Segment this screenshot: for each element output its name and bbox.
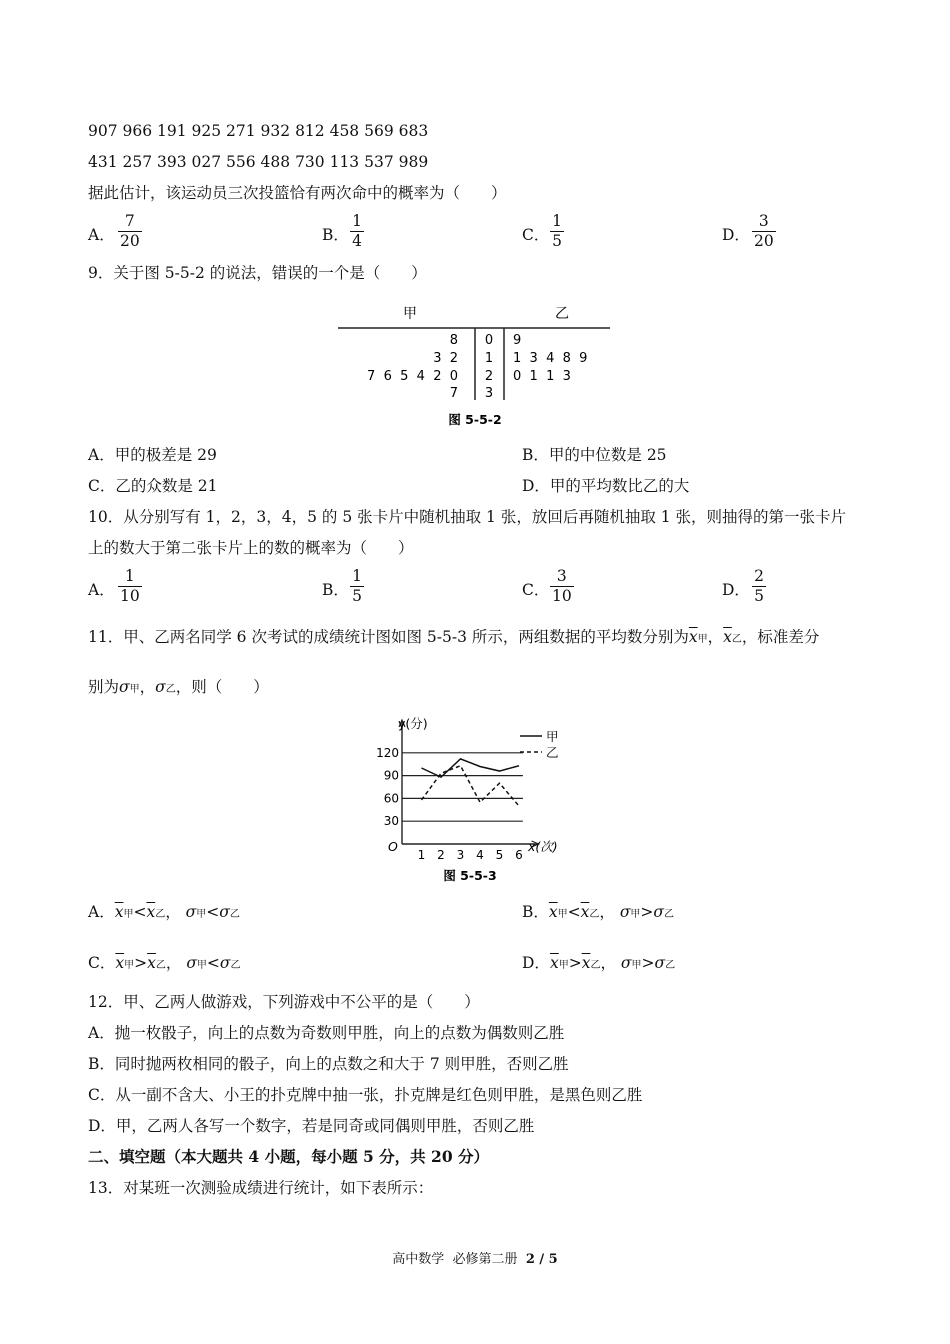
chart-y-tick-60: 60 <box>383 791 399 806</box>
q10-option-d-label: D． <box>722 581 750 599</box>
q11-option-d <box>522 952 675 977</box>
chart-y-tick-120: 120 <box>376 745 399 760</box>
q11-option-xbar: $\overline{x}$ <box>549 954 559 972</box>
q11-option-sub: 甲 <box>196 960 207 971</box>
chart-series-line-1 <box>422 759 520 777</box>
chart-legend-label-1: 甲 <box>546 729 559 744</box>
q11-text-b: ， <box>707 628 724 646</box>
q10-option-d-fraction <box>752 567 766 606</box>
q10-option-c-label: C． <box>522 581 550 599</box>
chart-legend <box>520 729 559 760</box>
q11-option-sub: 甲 <box>124 960 135 971</box>
q8-a-numerator: 7 <box>124 212 135 230</box>
q9-option-d: D．甲的平均数比乙的大 <box>522 477 690 495</box>
footer-page-number: 2 / 5 <box>525 1252 558 1267</box>
q8-option-b-label: B． <box>322 226 349 244</box>
q8-b-numerator: 1 <box>352 212 362 230</box>
chart-y-tick-30: 30 <box>383 814 399 829</box>
q10-stem-line-1: 10．从分别写有 1，2，3，4，5 的 5 张卡片中随机抽取 1 张，放回后再随机抽取 1 张，则抽得的第一张卡片 <box>88 508 847 526</box>
q12-stem: 12．甲、乙两人做游戏，下列游戏中不公平的是（ ） <box>88 993 480 1011</box>
chart-x-tick-5: 5 <box>495 848 504 862</box>
q11-option-std-relation: > <box>640 903 654 921</box>
q11-option-sub: 甲 <box>630 909 641 920</box>
q12-option-b: B．同时抛两枚相同的骰子，向上的点数之和大于 7 则甲胜，否则乙胜 <box>88 1055 569 1073</box>
q9-option-c: C．乙的众数是 21 <box>88 477 218 495</box>
q8-option-a-fraction <box>118 212 142 251</box>
stem-leaf-right-row-1: 9 <box>513 333 522 348</box>
q11-xbar-yi: $\overline{x}$ <box>723 628 732 646</box>
q11-option-mean-relation: > <box>568 954 582 972</box>
q11-option-sub: 甲 <box>123 909 134 920</box>
q9-stem: 9．关于图 5-5-2 的说法，错误的一个是（ ） <box>88 264 427 282</box>
q11-text-a: 11．甲、乙两名同学 6 次考试的成绩统计图如图 5-5-3 所示，两组数据的平均数分别为 <box>88 628 689 646</box>
q11-sigma-sub-yi: 乙 <box>165 684 176 695</box>
q9-option-a: A．甲的极差是 29 <box>88 446 217 464</box>
random-numbers-row-2: 431 257 393 027 556 488 730 113 537 989 <box>88 153 429 171</box>
q8-stem: 据此估计，该运动员三次投篮恰有两次命中的概率为（ ） <box>88 184 507 202</box>
q11-sigma-sub-jia: 甲 <box>129 684 140 695</box>
q11-option-sub: 乙 <box>155 909 166 920</box>
q11-option-std-relation: < <box>206 903 220 921</box>
q11-option-sigma: σ <box>619 903 631 921</box>
q11-option-sub: 甲 <box>196 909 207 920</box>
chart-origin-label: O <box>388 839 398 854</box>
chart-x-tick-4: 4 <box>476 848 484 862</box>
q11-option-mean-relation: > <box>134 954 148 972</box>
q11-option-std-relation: > <box>641 954 655 972</box>
q12-option-a: A．抛一枚骰子，向上的点数为奇数则甲胜，向上的点数为偶数则乙胜 <box>88 1024 565 1042</box>
q11-option-sigma: σ <box>219 954 231 972</box>
q11-option-sub: 甲 <box>557 909 568 920</box>
q9-option-b: B．甲的中位数是 25 <box>522 446 667 464</box>
chart-x-axis-label: x(次) <box>528 839 558 854</box>
q11-text-e: ， <box>139 678 156 696</box>
q11-option-sigma: σ <box>653 903 665 921</box>
q11-text-f: ，则（ ） <box>175 678 269 696</box>
q11-option-sigma: σ <box>620 954 632 972</box>
stem-leaf-left-row-2: 3 2 <box>433 351 458 366</box>
section-heading-fill-in: 二、填空题（本大题共 4 小题，每小题 5 分，共 20 分） <box>88 1147 490 1166</box>
q11-option-mean-relation: < <box>567 903 581 921</box>
q11-option-xbar: $\overline{x}$ <box>115 954 125 972</box>
q11-sub-yi: 乙 <box>731 634 742 645</box>
q10-stem-line-2: 上的数大于第二张卡片上的数的概率为（ ） <box>88 539 414 557</box>
q11-option-c <box>88 952 241 977</box>
q11-option-mean-relation: < <box>133 903 147 921</box>
q11-option-a <box>88 901 240 926</box>
chart-caption: 图 5-5-3 <box>443 868 497 883</box>
q8-b-denominator: 4 <box>352 232 362 250</box>
stem-leaf-left-row-1: 8 <box>449 333 458 348</box>
q10-c-numerator: 3 <box>556 567 567 585</box>
q11-stem-line-1 <box>88 626 819 651</box>
q10-option-a-fraction <box>118 567 142 606</box>
score-line-chart <box>368 714 578 886</box>
stem-leaf-right-row-2: 1 3 4 8 9 <box>513 351 588 366</box>
q8-c-numerator: 1 <box>552 212 562 230</box>
random-numbers-row-1: 907 966 191 925 271 932 812 458 569 683 <box>88 122 429 140</box>
chart-x-tick-1: 1 <box>417 848 426 862</box>
q11-text-c: ，标准差分 <box>741 628 820 646</box>
q11-option-sub: 甲 <box>631 960 642 971</box>
q11-option-xbar: $\overline{x}$ <box>580 903 590 921</box>
q11-text-d: 别为 <box>88 678 120 696</box>
q12-option-d: D．甲，乙两人各写一个数字，若是同奇或同偶则甲胜，否则乙胜 <box>88 1117 535 1135</box>
q11-option-label: A． <box>88 903 115 921</box>
q11-option-comma: ， <box>165 903 186 921</box>
chart-x-tick-3: 3 <box>456 848 465 862</box>
stem-leaf-left-row-3: 7 6 5 4 2 0 <box>367 369 458 384</box>
q12-option-c: C．从一副不含大、小王的扑克牌中抽一张，扑克牌是红色则甲胜，是黑色则乙胜 <box>88 1086 643 1104</box>
q10-option-b-label: B． <box>322 581 349 599</box>
q11-sigma-yi: σ <box>155 678 166 696</box>
q8-option-d-fraction <box>752 212 776 251</box>
q11-option-comma: ， <box>599 903 620 921</box>
q10-d-numerator: 2 <box>754 567 764 585</box>
q11-option-xbar: $\overline{x}$ <box>146 903 156 921</box>
chart-grid <box>402 753 523 821</box>
stem-leaf-header-left: 甲 <box>403 306 417 322</box>
q11-sigma-jia: σ <box>119 678 130 696</box>
q8-d-numerator: 3 <box>758 212 769 230</box>
q11-option-sub: 乙 <box>665 960 676 971</box>
q11-option-sub: 乙 <box>664 909 675 920</box>
q11-option-label: D． <box>522 954 550 972</box>
q11-option-sub: 乙 <box>589 909 600 920</box>
q11-option-sub: 乙 <box>155 960 166 971</box>
stem-leaf-left-row-4: 7 <box>449 386 458 401</box>
q8-option-b-fraction <box>350 212 364 251</box>
q10-c-denominator: 10 <box>552 587 572 605</box>
page-footer <box>0 1248 950 1267</box>
q11-option-sub: 乙 <box>590 960 601 971</box>
chart-x-tick-2: 2 <box>437 848 445 862</box>
q10-option-b-fraction <box>350 567 364 606</box>
stem-leaf-stem-row-3: 2 <box>484 369 494 384</box>
q11-option-sub: 乙 <box>229 909 240 920</box>
q11-option-xbar: $\overline{x}$ <box>114 903 124 921</box>
q11-option-sub: 乙 <box>230 960 241 971</box>
chart-axes <box>399 720 539 847</box>
q10-a-numerator: 1 <box>124 567 135 585</box>
stem-leaf-header-right: 乙 <box>555 306 569 322</box>
q11-option-xbar: $\overline{x}$ <box>581 954 591 972</box>
q8-option-c-label: C． <box>522 226 550 244</box>
q13-stem: 13．对某班一次测验成绩进行统计，如下表所示： <box>88 1179 434 1197</box>
q11-option-comma: ， <box>600 954 621 972</box>
stem-leaf-caption: 图 5-5-2 <box>448 412 502 427</box>
q11-stem-line-2 <box>88 676 269 701</box>
q11-option-label: B． <box>522 903 549 921</box>
chart-y-axis-label: y(分) <box>398 716 428 731</box>
q10-d-denominator: 5 <box>754 587 764 605</box>
q11-option-std-relation: < <box>206 954 220 972</box>
q11-sub-jia: 甲 <box>697 634 708 645</box>
q11-option-xbar: $\overline{x}$ <box>147 954 156 972</box>
q11-option-xbar: $\overline{x}$ <box>548 903 558 921</box>
q8-option-c-fraction <box>550 212 564 251</box>
stem-leaf-stem-row-2: 1 <box>484 351 494 366</box>
chart-legend-label-2: 乙 <box>546 745 559 760</box>
q11-option-label: C． <box>88 954 116 972</box>
q11-option-sigma: σ <box>186 954 197 972</box>
stem-leaf-stem-row-1: 0 <box>484 333 494 348</box>
q10-b-denominator: 5 <box>352 587 362 605</box>
stem-leaf-right-row-3: 0 1 1 3 <box>513 369 571 384</box>
q11-option-b <box>522 901 674 926</box>
q11-option-sigma: σ <box>185 903 197 921</box>
q8-option-d-label: D． <box>722 226 750 244</box>
chart-x-tick-6: 6 <box>515 848 523 862</box>
chart-y-tick-90: 90 <box>383 768 399 783</box>
q11-option-sigma: σ <box>219 903 230 921</box>
q10-option-c-fraction <box>550 567 574 606</box>
q8-option-a-label: A． <box>88 226 115 244</box>
chart-series-line-2 <box>422 766 520 806</box>
q11-xbar-jia: $\overline{x}$ <box>688 628 698 646</box>
q11-option-comma: ， <box>165 954 187 972</box>
footer-subject: 高中数学 必修第二册 <box>392 1252 526 1267</box>
q10-option-a-label: A． <box>88 581 115 599</box>
q8-d-denominator: 20 <box>754 232 774 250</box>
q8-a-denominator: 20 <box>120 232 140 250</box>
q8-c-denominator: 5 <box>552 232 562 250</box>
stem-leaf-stem-row-4: 3 <box>484 386 494 401</box>
stem-leaf-figure <box>330 296 620 432</box>
q10-b-numerator: 1 <box>352 567 362 585</box>
q11-option-sigma: σ <box>654 954 666 972</box>
q11-option-sub: 甲 <box>558 960 569 971</box>
q10-a-denominator: 10 <box>120 587 140 605</box>
